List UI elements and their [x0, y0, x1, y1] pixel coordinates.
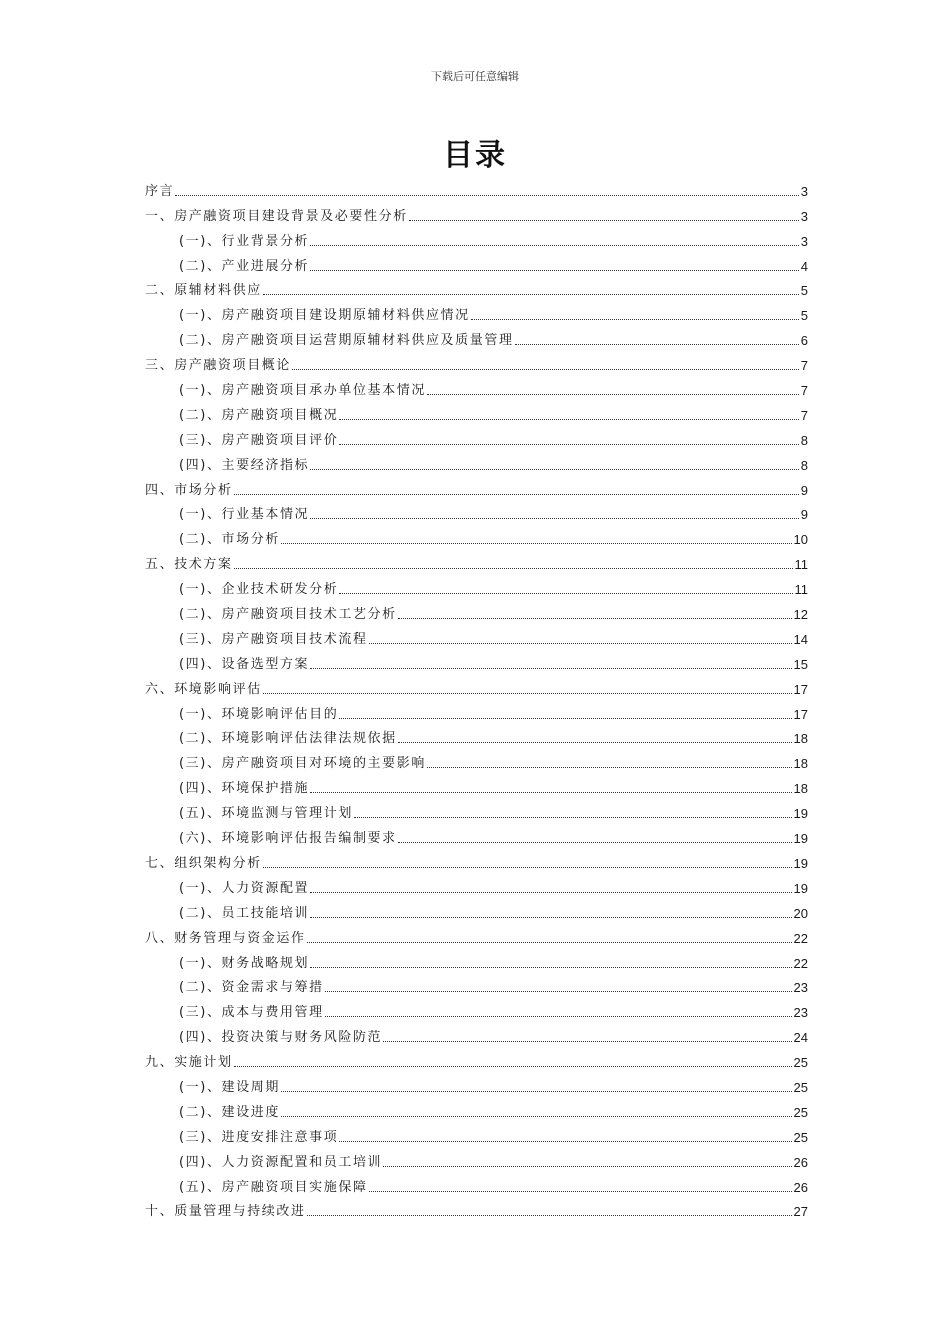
toc-entry-label: 七、组织架构分析 — [145, 855, 262, 871]
toc-chapter-entry[interactable] — [145, 549, 808, 574]
toc-page-number: 6 — [800, 333, 808, 349]
toc-page-number: 17 — [793, 706, 808, 722]
toc-page-number: 25 — [793, 1055, 808, 1071]
toc-chapter-entry[interactable] — [145, 475, 808, 500]
toc-chapter-entry[interactable] — [145, 1047, 808, 1072]
toc-entry-label: (三)、房产融资项目技术流程 — [179, 631, 368, 647]
toc-section-entry[interactable] — [145, 1172, 808, 1197]
toc-dot-leader — [310, 517, 799, 519]
toc-entry-label: (二)、市场分析 — [179, 532, 280, 548]
toc-page-number: 11 — [794, 582, 808, 598]
toc-dot-leader — [310, 667, 791, 669]
table-of-contents — [145, 176, 808, 1221]
toc-page-number: 7 — [800, 383, 808, 399]
toc-entry-label: (二)、房产融资项目运营期原辅材料供应及质量管理 — [179, 333, 514, 349]
toc-section-entry[interactable] — [145, 524, 808, 549]
toc-section-entry[interactable] — [145, 823, 808, 848]
toc-page-number: 25 — [793, 1129, 808, 1145]
toc-dot-leader — [339, 443, 798, 445]
toc-entry-label: (三)、成本与费用管理 — [179, 1005, 324, 1021]
toc-dot-leader — [339, 1140, 791, 1142]
toc-section-entry[interactable] — [145, 724, 808, 749]
toc-chapter-entry[interactable] — [145, 1197, 808, 1222]
toc-entry-label: 八、财务管理与资金运作 — [145, 930, 306, 946]
toc-entry-label: (五)、环境监测与管理计划 — [179, 806, 353, 822]
toc-page-number: 22 — [793, 930, 808, 946]
toc-entry-label: 二、原辅材料供应 — [145, 283, 262, 299]
toc-section-entry[interactable] — [145, 500, 808, 525]
toc-dot-leader — [310, 244, 799, 246]
toc-dot-leader — [339, 418, 798, 420]
toc-entry-label: (一)、行业背景分析 — [179, 233, 310, 249]
toc-entry-label: (一)、人力资源配置 — [179, 880, 310, 896]
toc-dot-leader — [281, 1090, 792, 1092]
toc-page-number: 23 — [793, 980, 808, 996]
toc-dot-leader — [310, 468, 799, 470]
toc-page-number: 18 — [793, 781, 808, 797]
toc-page-number: 7 — [800, 358, 808, 374]
toc-entry-label: 三、房产融资项目概论 — [145, 358, 292, 374]
toc-page-number: 18 — [793, 731, 808, 747]
toc-dot-leader — [310, 269, 799, 271]
toc-entry-label: (四)、主要经济指标 — [179, 457, 310, 473]
toc-dot-leader — [263, 866, 792, 868]
toc-page-number: 22 — [793, 955, 808, 971]
toc-dot-leader — [409, 219, 799, 221]
toc-dot-leader — [175, 194, 799, 196]
toc-dot-leader — [427, 766, 792, 768]
toc-entry-label: 序言 — [145, 183, 175, 199]
toc-chapter-entry[interactable] — [145, 674, 808, 699]
toc-page-number: 24 — [793, 1030, 808, 1046]
toc-dot-leader — [369, 1190, 792, 1192]
toc-entry-label: (四)、人力资源配置和员工培训 — [179, 1154, 383, 1170]
toc-section-entry[interactable] — [145, 226, 808, 251]
toc-dot-leader — [515, 343, 799, 345]
toc-dot-leader — [398, 741, 792, 743]
toc-section-entry[interactable] — [145, 425, 808, 450]
toc-entry-label: (一)、企业技术研发分析 — [179, 582, 339, 598]
toc-section-entry[interactable] — [145, 773, 808, 798]
toc-entry-label: (三)、房产融资项目评价 — [179, 432, 339, 448]
toc-dot-leader — [310, 966, 791, 968]
toc-entry-label: (一)、房产融资项目承办单位基本情况 — [179, 383, 426, 399]
toc-dot-leader — [339, 717, 791, 719]
toc-section-entry[interactable] — [145, 450, 808, 475]
toc-section-entry[interactable] — [145, 1022, 808, 1047]
toc-entry-label: 十、质量管理与持续改进 — [145, 1204, 306, 1220]
toc-dot-leader — [310, 916, 791, 918]
toc-section-entry[interactable] — [145, 1072, 808, 1097]
toc-section-entry[interactable] — [145, 325, 808, 350]
toc-section-entry[interactable] — [145, 898, 808, 923]
toc-dot-leader — [398, 617, 792, 619]
toc-entry-label: (一)、财务战略规划 — [179, 955, 310, 971]
toc-dot-leader — [398, 841, 792, 843]
toc-page-number: 5 — [800, 283, 808, 299]
toc-page-number: 18 — [793, 756, 808, 772]
toc-page-number: 11 — [794, 557, 808, 573]
toc-section-entry[interactable] — [145, 948, 808, 973]
toc-entry-label: (二)、产业进展分析 — [179, 258, 310, 274]
toc-entry-label: 五、技术方案 — [145, 557, 233, 573]
toc-section-entry[interactable] — [145, 1097, 808, 1122]
toc-page-number: 25 — [793, 1104, 808, 1120]
toc-section-entry[interactable] — [145, 1147, 808, 1172]
toc-page-number: 23 — [793, 1005, 808, 1021]
toc-entry-label: (二)、资金需求与筹措 — [179, 980, 324, 996]
toc-entry-label: (二)、环境影响评估法律法规依据 — [179, 731, 397, 747]
toc-entry-label: (四)、设备选型方案 — [179, 656, 310, 672]
toc-chapter-entry[interactable] — [145, 848, 808, 873]
page-title: 目录 — [443, 138, 507, 173]
toc-entry-label: (四)、投资决策与财务风险防范 — [179, 1030, 383, 1046]
toc-dot-leader — [310, 891, 791, 893]
toc-dot-leader — [292, 368, 799, 370]
toc-page-number: 20 — [793, 905, 808, 921]
toc-page-number: 17 — [793, 681, 808, 697]
toc-section-entry[interactable] — [145, 798, 808, 823]
toc-page-number: 3 — [800, 233, 808, 249]
toc-entry-label: (一)、房产融资项目建设期原辅材料供应情况 — [179, 308, 470, 324]
toc-chapter-entry[interactable] — [145, 350, 808, 375]
toc-dot-leader — [471, 318, 799, 320]
toc-dot-leader — [263, 692, 792, 694]
toc-page-number: 19 — [793, 806, 808, 822]
toc-page-number: 9 — [800, 482, 808, 498]
toc-entry-label: (一)、行业基本情况 — [179, 507, 310, 523]
toc-section-entry[interactable] — [145, 699, 808, 724]
toc-entry-label: 九、实施计划 — [145, 1055, 233, 1071]
toc-dot-leader — [325, 1015, 792, 1017]
toc-entry-label: (三)、进度安排注意事项 — [179, 1129, 339, 1145]
toc-section-entry[interactable] — [145, 574, 808, 599]
toc-dot-leader — [281, 1115, 792, 1117]
toc-dot-leader — [234, 1065, 792, 1067]
toc-page-number: 14 — [793, 631, 808, 647]
toc-entry-label: (一)、建设周期 — [179, 1079, 280, 1095]
toc-entry-label: (二)、房产融资项目概况 — [179, 407, 339, 423]
toc-dot-leader — [383, 1165, 791, 1167]
header-note: 下载后可任意编辑 — [431, 70, 519, 83]
toc-dot-leader — [325, 990, 792, 992]
toc-dot-leader — [339, 592, 792, 594]
toc-entry-label: (四)、环境保护措施 — [179, 781, 310, 797]
toc-page-number: 9 — [800, 507, 808, 523]
toc-page-number: 25 — [793, 1079, 808, 1095]
toc-dot-leader — [427, 393, 799, 395]
toc-entry-label: (二)、员工技能培训 — [179, 905, 310, 921]
toc-section-entry[interactable] — [145, 624, 808, 649]
toc-section-entry[interactable] — [145, 997, 808, 1022]
toc-chapter-entry[interactable] — [145, 276, 808, 301]
toc-dot-leader — [369, 642, 792, 644]
toc-entry-label: 六、环境影响评估 — [145, 681, 262, 697]
toc-section-entry[interactable] — [145, 375, 808, 400]
toc-page-number: 7 — [800, 407, 808, 423]
toc-section-entry[interactable] — [145, 873, 808, 898]
toc-entry-label: (五)、房产融资项目实施保障 — [179, 1179, 368, 1195]
toc-page-number: 26 — [793, 1179, 808, 1195]
toc-section-entry[interactable] — [145, 251, 808, 276]
toc-entry-label: 四、市场分析 — [145, 482, 233, 498]
toc-chapter-entry[interactable] — [145, 201, 808, 226]
toc-page-number: 3 — [800, 183, 808, 199]
toc-section-entry[interactable] — [145, 1122, 808, 1147]
toc-page-number: 12 — [793, 607, 808, 623]
toc-page-number: 8 — [800, 457, 808, 473]
toc-dot-leader — [354, 816, 792, 818]
toc-page-number: 4 — [800, 258, 808, 274]
toc-entry-label: (六)、环境影响评估报告编制要求 — [179, 831, 397, 847]
toc-entry-label: (二)、建设进度 — [179, 1104, 280, 1120]
toc-dot-leader — [234, 567, 793, 569]
toc-entry-label: (一)、环境影响评估目的 — [179, 706, 339, 722]
toc-page-number: 26 — [793, 1154, 808, 1170]
toc-entry-label: (三)、房产融资项目对环境的主要影响 — [179, 756, 426, 772]
toc-dot-leader — [234, 493, 799, 495]
toc-chapter-entry[interactable] — [145, 923, 808, 948]
toc-section-entry[interactable] — [145, 973, 808, 998]
toc-dot-leader — [383, 1040, 791, 1042]
toc-dot-leader — [263, 293, 799, 295]
toc-dot-leader — [307, 1214, 792, 1216]
toc-entry-label: 一、房产融资项目建设背景及必要性分析 — [145, 208, 408, 224]
toc-page-number: 15 — [793, 656, 808, 672]
toc-section-entry[interactable] — [145, 649, 808, 674]
toc-page-number: 19 — [793, 855, 808, 871]
toc-dot-leader — [281, 542, 792, 544]
toc-page-number: 19 — [793, 880, 808, 896]
toc-section-entry[interactable] — [145, 599, 808, 624]
toc-chapter-entry[interactable] — [145, 176, 808, 201]
toc-dot-leader — [307, 941, 792, 943]
toc-section-entry[interactable] — [145, 400, 808, 425]
toc-page-number: 3 — [800, 208, 808, 224]
toc-section-entry[interactable] — [145, 300, 808, 325]
toc-section-entry[interactable] — [145, 748, 808, 773]
toc-entry-label: (二)、房产融资项目技术工艺分析 — [179, 607, 397, 623]
toc-page-number: 10 — [793, 532, 808, 548]
toc-page-number: 8 — [800, 432, 808, 448]
toc-page-number: 5 — [800, 308, 808, 324]
toc-page-number: 27 — [793, 1204, 808, 1220]
toc-page-number: 19 — [793, 831, 808, 847]
toc-dot-leader — [310, 791, 791, 793]
